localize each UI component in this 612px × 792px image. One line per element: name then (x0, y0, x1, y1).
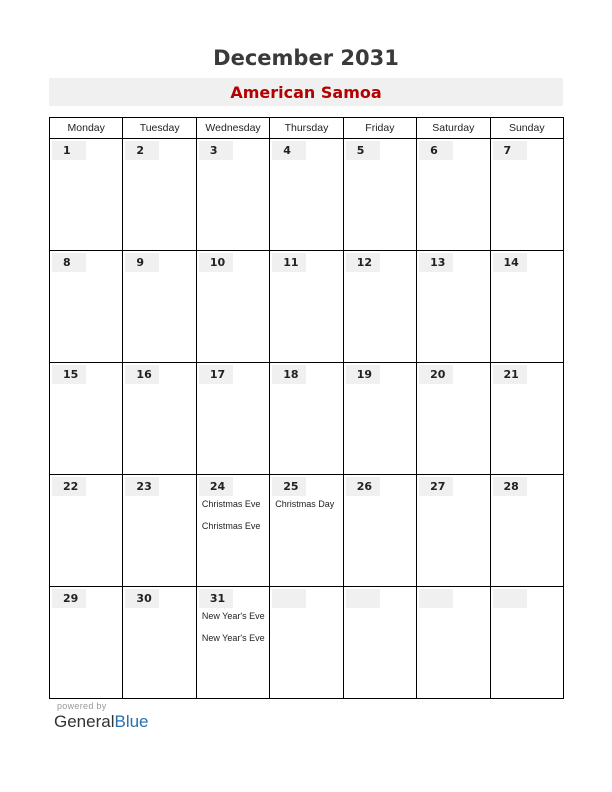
day-number: 22 (52, 477, 86, 496)
day-cell (343, 139, 416, 251)
day-cell (123, 475, 196, 587)
day-number: 13 (419, 253, 453, 272)
day-cell (196, 251, 269, 363)
day-number: 14 (493, 253, 527, 272)
day-cell (417, 363, 490, 475)
day-cell (123, 363, 196, 475)
day-cell (417, 139, 490, 251)
day-cell (123, 251, 196, 363)
day-number: 18 (272, 365, 306, 384)
weekday-header-friday: Friday (343, 118, 416, 139)
day-cell (343, 251, 416, 363)
weekday-header-monday: Monday (50, 118, 123, 139)
day-cell (343, 475, 416, 587)
day-cell (417, 251, 490, 363)
day-number: 11 (272, 253, 306, 272)
day-cell (270, 587, 343, 699)
weekday-header-sunday: Sunday (490, 118, 563, 139)
day-number: 31 (199, 589, 233, 608)
day-number: 7 (493, 141, 527, 160)
week-row (50, 251, 564, 363)
event-list (202, 611, 266, 655)
day-cell (270, 363, 343, 475)
day-cell (50, 475, 123, 587)
week-row (50, 587, 564, 699)
day-number: 21 (493, 365, 527, 384)
event-list (275, 499, 339, 521)
day-number: 16 (125, 365, 159, 384)
weekday-header-row (50, 118, 564, 139)
day-number (346, 589, 380, 608)
generalblue-logo[interactable] (54, 712, 149, 732)
day-cell (50, 587, 123, 699)
day-cell (490, 475, 563, 587)
event-list (202, 499, 266, 543)
week-row (50, 363, 564, 475)
region-title: American Samoa (230, 83, 382, 102)
day-number: 24 (199, 477, 233, 496)
day-cell (490, 139, 563, 251)
logo-blue-text: Blue (114, 712, 149, 731)
day-number: 15 (52, 365, 86, 384)
day-cell (50, 251, 123, 363)
day-number: 8 (52, 253, 86, 272)
day-number: 28 (493, 477, 527, 496)
day-number (493, 589, 527, 608)
calendar-grid (49, 117, 564, 699)
day-cell (417, 587, 490, 699)
day-number: 9 (125, 253, 159, 272)
day-cell (490, 251, 563, 363)
day-number: 1 (52, 141, 86, 160)
day-number: 12 (346, 253, 380, 272)
day-number: 19 (346, 365, 380, 384)
day-number: 20 (419, 365, 453, 384)
day-cell (343, 587, 416, 699)
day-number: 5 (346, 141, 380, 160)
weekday-header-saturday: Saturday (417, 118, 490, 139)
day-number: 23 (125, 477, 159, 496)
day-cell (123, 139, 196, 251)
day-cell (417, 475, 490, 587)
day-cell (270, 139, 343, 251)
day-number: 29 (52, 589, 86, 608)
month-title: December 2031 (213, 46, 399, 70)
day-number: 2 (125, 141, 159, 160)
weekday-header-tuesday: Tuesday (123, 118, 196, 139)
day-cell (343, 363, 416, 475)
day-number: 17 (199, 365, 233, 384)
holiday-event: Christmas Eve (201, 521, 261, 531)
day-cell (123, 587, 196, 699)
powered-by-text: powered by (57, 701, 107, 711)
day-number: 30 (125, 589, 159, 608)
holiday-event: New Year's Eve (201, 633, 265, 643)
day-number (272, 589, 306, 608)
day-number: 10 (199, 253, 233, 272)
day-cell (50, 363, 123, 475)
holiday-event: Christmas Day (275, 499, 335, 509)
day-cell (196, 363, 269, 475)
weekday-header-wednesday: Wednesday (196, 118, 269, 139)
day-cell (196, 587, 269, 699)
week-row (50, 475, 564, 587)
day-number: 26 (346, 477, 380, 496)
day-cell (270, 251, 343, 363)
holiday-event: Christmas Eve (201, 499, 261, 509)
weekday-header-thursday: Thursday (270, 118, 343, 139)
day-number: 6 (419, 141, 453, 160)
day-number: 4 (272, 141, 306, 160)
day-number: 25 (272, 477, 306, 496)
day-cell (196, 475, 269, 587)
day-cell (490, 363, 563, 475)
day-cell (490, 587, 563, 699)
day-number: 27 (419, 477, 453, 496)
week-row (50, 139, 564, 251)
day-cell (50, 139, 123, 251)
day-number: 3 (199, 141, 233, 160)
day-cell (270, 475, 343, 587)
holiday-event: New Year's Eve (201, 611, 265, 621)
logo-general-text: General (54, 712, 115, 731)
day-cell (196, 139, 269, 251)
region-bar (49, 78, 563, 106)
day-number (419, 589, 453, 608)
